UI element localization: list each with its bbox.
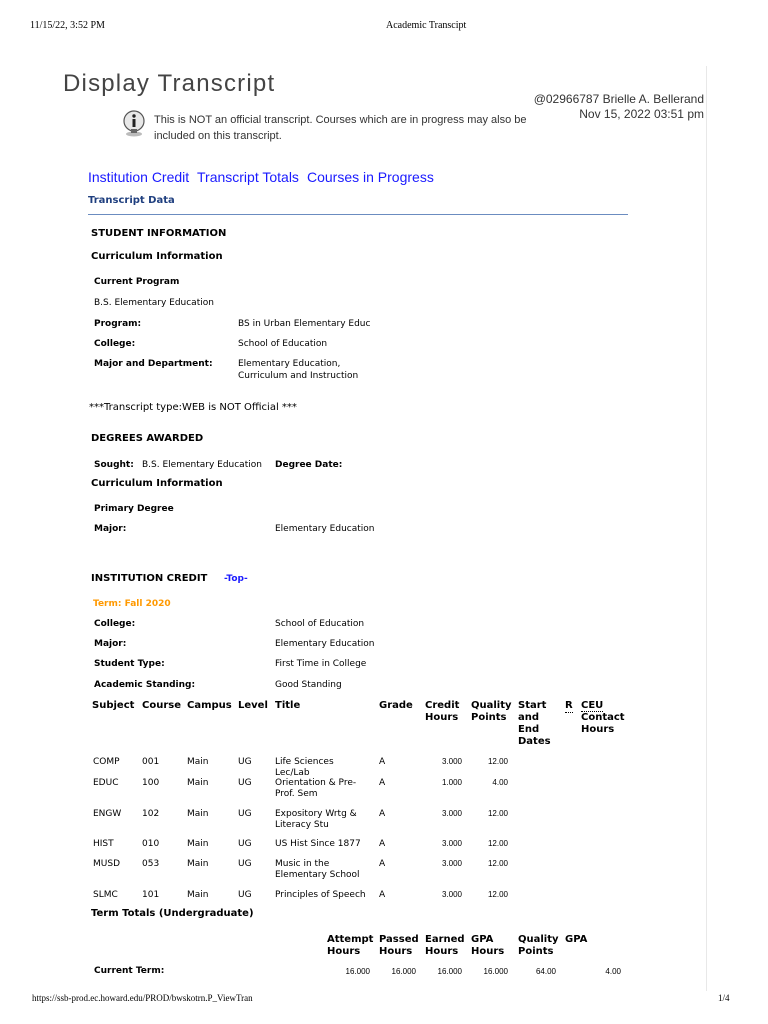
- cell-grade: A: [379, 890, 386, 900]
- cell-level: UG: [238, 859, 252, 869]
- cell-level: UG: [238, 778, 252, 788]
- cell-grade: A: [379, 778, 386, 788]
- tt-col-gpa: GPA: [565, 934, 588, 945]
- cell-level: UG: [238, 809, 252, 819]
- col-campus: Campus: [187, 700, 232, 711]
- cell-credit: 1.000: [441, 778, 462, 787]
- col-r: R: [565, 700, 573, 711]
- cell-quality: 12.00: [487, 890, 508, 899]
- degrees-heading: DEGREES AWARDED: [91, 433, 204, 444]
- cell-course: 010: [142, 839, 160, 849]
- cell-campus: Main: [187, 839, 209, 849]
- cell-campus: Main: [187, 859, 209, 869]
- divider: [88, 214, 628, 215]
- print-url: https://ssb-prod.ec.howard.edu/PROD/bwskotrn.P_ViewTran: [32, 993, 253, 1003]
- cell-level: UG: [238, 839, 252, 849]
- col-title: Title: [275, 700, 301, 711]
- current-program-label: Current Program: [94, 277, 180, 287]
- nav-link-transcript-totals[interactable]: Transcript Totals: [197, 169, 299, 185]
- cell-campus: Main: [187, 757, 209, 767]
- cell-title: Music in the Elementary School: [275, 859, 360, 880]
- col-course: Course: [142, 700, 181, 711]
- transcript-type-note: ***Transcript type:WEB is NOT Official ***: [89, 402, 297, 413]
- cell-credit: 3.000: [441, 757, 462, 766]
- cell-quality: 4.00: [492, 778, 508, 787]
- ic-college-label: College:: [94, 619, 136, 629]
- ic-major-value: Elementary Education: [275, 639, 375, 649]
- ic-student-type-label: Student Type:: [94, 659, 165, 669]
- degree-major-label: Major:: [94, 524, 127, 534]
- info-icon: [120, 110, 148, 138]
- primary-degree-label: Primary Degree: [94, 504, 174, 514]
- cell-course: 001: [142, 757, 160, 767]
- major-dept-label: Major and Department:: [94, 359, 213, 369]
- print-datetime: 11/15/22, 3:52 PM: [30, 20, 105, 31]
- nav-link-institution-credit[interactable]: Institution Credit: [88, 169, 190, 185]
- col-subject: Subject: [92, 700, 135, 711]
- current-term-label: Current Term:: [94, 966, 165, 976]
- major-dept-value-1: Elementary Education,: [238, 359, 341, 369]
- cell-credit: 3.000: [441, 859, 462, 868]
- cell-subject: HIST: [93, 839, 114, 849]
- tt-col-gpa-hours: GPA Hours: [471, 934, 505, 957]
- cell-campus: Main: [187, 778, 209, 788]
- cell-title: US Hist Since 1877: [275, 839, 361, 849]
- cell-credit: 3.000: [441, 839, 462, 848]
- cell-course: 102: [142, 809, 160, 819]
- cell-level: UG: [238, 890, 252, 900]
- cell-quality: 12.00: [487, 859, 508, 868]
- cell-grade: A: [379, 839, 386, 849]
- tt-col-passed-hours: Passed Hours: [379, 934, 419, 957]
- cell-quality: 12.00: [487, 809, 508, 818]
- tt-passed-hours: 16.000: [391, 967, 416, 976]
- transcript-data-label: Transcript Data: [88, 195, 175, 206]
- cell-grade: A: [379, 859, 386, 869]
- cell-campus: Main: [187, 890, 209, 900]
- col-level: Level: [238, 700, 268, 711]
- col-credit-hours: Credit Hours: [425, 700, 460, 723]
- cell-title: Orientation & Pre-Prof. Sem: [275, 778, 357, 799]
- cell-subject: MUSD: [93, 859, 120, 869]
- page-border: [706, 66, 707, 991]
- term-label: Term: Fall 2020: [93, 599, 171, 609]
- institution-credit-heading: INSTITUTION CREDIT: [91, 573, 208, 584]
- degree-date-label: Degree Date:: [275, 460, 343, 470]
- tt-gpa: 4.00: [605, 967, 621, 976]
- col-grade: Grade: [379, 700, 413, 711]
- cell-subject: SLMC: [93, 890, 118, 900]
- cell-subject: ENGW: [93, 809, 122, 819]
- page-title: Display Transcript: [63, 70, 276, 97]
- nav-link-courses-in-progress[interactable]: Courses in Progress: [307, 169, 434, 185]
- cell-course: 053: [142, 859, 160, 869]
- ic-major-label: Major:: [94, 639, 127, 649]
- program-value: BS in Urban Elementary Educ: [238, 319, 371, 329]
- current-program-value: B.S. Elementary Education: [94, 298, 214, 308]
- tt-quality-points: 64.00: [535, 967, 556, 976]
- program-label: Program:: [94, 319, 142, 329]
- cell-subject: COMP: [93, 757, 120, 767]
- tt-col-earned-hours: Earned Hours: [425, 934, 465, 957]
- tt-col-quality-points: Quality Points: [518, 934, 559, 957]
- cell-subject: EDUC: [93, 778, 119, 788]
- col-ceu: CEU: [581, 700, 604, 711]
- student-info-heading: STUDENT INFORMATION: [91, 228, 227, 239]
- ic-student-type-value: First Time in College: [275, 659, 367, 669]
- college-label: College:: [94, 339, 136, 349]
- cell-course: 100: [142, 778, 160, 788]
- curriculum-heading: Curriculum Information: [91, 251, 223, 262]
- degree-curriculum-heading: Curriculum Information: [91, 478, 223, 489]
- ic-standing-value: Good Standing: [275, 680, 342, 690]
- cell-quality: 12.00: [487, 839, 508, 848]
- top-link[interactable]: -Top-: [224, 574, 248, 584]
- col-start-end-dates: Start and End Dates: [518, 700, 551, 747]
- cell-course: 101: [142, 890, 160, 900]
- col-ceu-contact-hours: Contact Hours: [581, 712, 625, 735]
- col-quality-points: Quality Points: [471, 700, 512, 723]
- info-message: This is NOT an official transcript. Courses which are in progress may also be included on this transcript.: [154, 114, 527, 142]
- cell-grade: A: [379, 809, 386, 819]
- cell-title: Expository Wrtg & Literacy Stu: [275, 809, 357, 830]
- cell-grade: A: [379, 757, 386, 767]
- cell-credit: 3.000: [441, 809, 462, 818]
- major-dept-value-2: Curriculum and Instruction: [238, 371, 359, 381]
- cell-credit: 3.000: [441, 890, 462, 899]
- cell-quality: 12.00: [487, 757, 508, 766]
- user-id-name: @02966787 Brielle A. Bellerand: [533, 92, 704, 106]
- tt-earned-hours: 16.000: [437, 967, 462, 976]
- sought-label: Sought:: [94, 460, 134, 470]
- user-datetime: Nov 15, 2022 03:51 pm: [579, 107, 704, 121]
- print-page-number: 1/4: [718, 993, 730, 1003]
- print-title: Academic Transcipt: [386, 20, 467, 31]
- cell-title: Life Sciences Lec/Lab: [275, 757, 334, 778]
- degree-major-value: Elementary Education: [275, 524, 375, 534]
- cell-campus: Main: [187, 809, 209, 819]
- cell-level: UG: [238, 757, 252, 767]
- ic-college-value: School of Education: [275, 619, 365, 629]
- tt-gpa-hours: 16.000: [483, 967, 508, 976]
- tt-col-attempt-hours: Attempt Hours: [327, 934, 374, 957]
- term-totals-heading: Term Totals (Undergraduate): [91, 908, 254, 919]
- tt-attempt-hours: 16.000: [345, 967, 370, 976]
- cell-title: Principles of Speech: [275, 890, 366, 900]
- sought-value: B.S. Elementary Education: [142, 460, 262, 470]
- college-value: School of Education: [238, 339, 328, 349]
- ic-standing-label: Academic Standing:: [94, 680, 196, 690]
